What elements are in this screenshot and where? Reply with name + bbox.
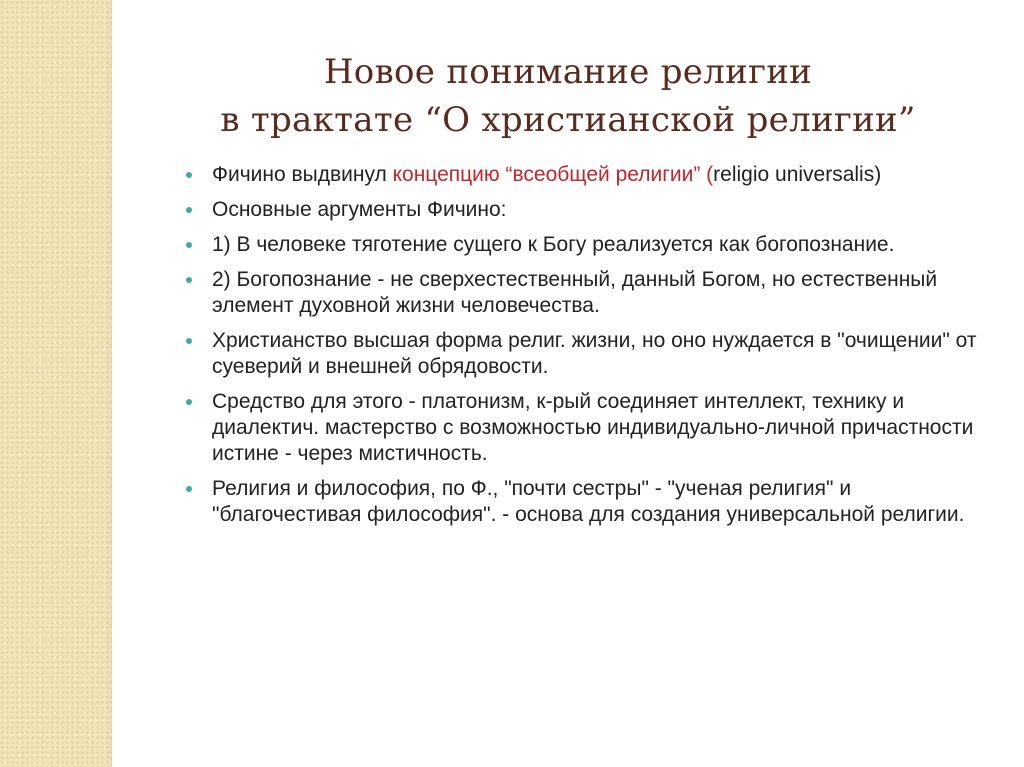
title-line-2: в трактате “О христианской религии” <box>220 100 916 140</box>
bullet-item <box>182 267 982 319</box>
bullet-text: Фичино выдвинул <box>212 163 393 186</box>
decorative-side-strip <box>0 0 112 767</box>
bullet-item <box>182 328 982 380</box>
bullet-dot-icon <box>186 338 192 344</box>
bullet-highlight-text: концепцию “всеобщей религии” ( <box>392 163 714 186</box>
bullet-text: 1) В человеке тяготение сущего к Богу реализуется как богопознание. <box>212 233 895 256</box>
bullet-dot-icon <box>186 277 192 283</box>
bullet-dot-icon <box>186 172 192 178</box>
slide <box>112 0 1024 767</box>
bullet-list <box>182 162 982 537</box>
bullet-dot-icon <box>186 399 192 405</box>
slide-title <box>112 48 1024 144</box>
title-line-1: Новое понимание религии <box>323 52 813 92</box>
bullet-item <box>182 232 982 258</box>
bullet-dot-icon <box>186 486 192 492</box>
bullet-text: Христианство высшая форма религ. жизни, но оно нуждается в "очищении" от суеверий и внешней обрядовости. <box>212 329 977 378</box>
bullet-item <box>182 476 982 528</box>
bullet-text: religio universalis) <box>713 163 882 186</box>
bullet-text: Религия и философия, по Ф., "почти сестры" - "ученая религия" и "благочестивая философия". - основа для создания универсальной религии. <box>212 477 965 526</box>
bullet-text: Средство для этого - платонизм, к-рый соединяет интеллект, технику и диалектич. мастерство с возможностью индивидуально-личной причастности истине - через мистичность. <box>212 390 974 465</box>
bullet-dot-icon <box>186 207 192 213</box>
bullet-item <box>182 162 982 188</box>
bullet-text: Основные аргументы Фичино: <box>212 198 507 221</box>
bullet-item <box>182 197 982 223</box>
bullet-dot-icon <box>186 242 192 248</box>
bullet-item <box>182 389 982 467</box>
bullet-text: 2) Богопознание - не сверхестественный, данный Богом, но естественный элемент духовной жизни человечества. <box>212 268 938 317</box>
